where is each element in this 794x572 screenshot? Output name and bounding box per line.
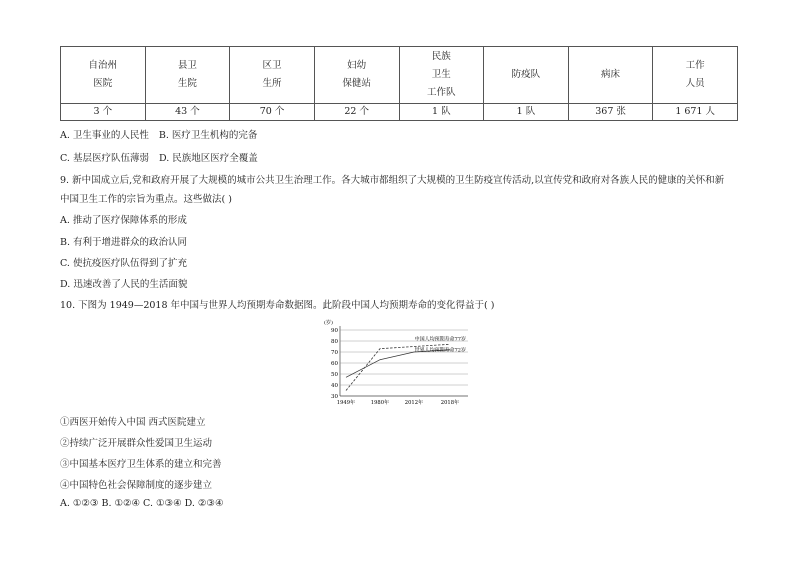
header-line: 保健站 bbox=[342, 78, 371, 89]
header-line: 卫生 bbox=[431, 69, 451, 80]
header-line: 自治州 bbox=[88, 60, 118, 71]
q8-options-row-2 bbox=[60, 150, 258, 164]
table-header-cell bbox=[484, 47, 569, 104]
table-header-cell bbox=[314, 47, 399, 104]
q8-option-a[interactable]: A. 卫生事业的人民性 bbox=[60, 130, 149, 141]
table-value-row bbox=[61, 104, 738, 121]
table-cell: 367 张 bbox=[568, 104, 653, 121]
x-tick-label: 2012年 bbox=[404, 400, 424, 406]
table-cell: 70 个 bbox=[230, 104, 315, 121]
y-tick-label: 30 bbox=[331, 394, 338, 400]
q8-option-b[interactable]: B. 医疗卫生机构的完备 bbox=[158, 130, 258, 141]
q10-answer-choices[interactable]: A. ①②③ B. ①②④ C. ①③④ D. ②③④ bbox=[60, 498, 224, 509]
life-expectancy-chart bbox=[322, 318, 472, 410]
header-line: 生院 bbox=[177, 78, 197, 89]
header-line: 病床 bbox=[601, 69, 621, 80]
header-line: 工作队 bbox=[427, 87, 456, 98]
y-tick-label: 70 bbox=[331, 350, 338, 356]
q8-option-d[interactable]: D. 民族地区医疗全覆盖 bbox=[158, 153, 258, 164]
header-line: 县卫 bbox=[177, 60, 197, 71]
x-tick-label: 2018年 bbox=[440, 400, 460, 406]
table-cell: 22 个 bbox=[314, 104, 399, 121]
x-tick-label: 1949年 bbox=[336, 400, 356, 406]
statistics-table bbox=[60, 46, 738, 121]
header-line: 人员 bbox=[685, 78, 705, 89]
header-line: 妇幼 bbox=[347, 60, 367, 71]
header-line: 防疫队 bbox=[511, 69, 541, 80]
y-tick-label: 90 bbox=[331, 328, 338, 334]
table-header-cell bbox=[230, 47, 315, 104]
q8-options-row-1 bbox=[60, 127, 257, 141]
q9-option-a[interactable]: A. 推动了医疗保障体系的形成 bbox=[60, 215, 187, 226]
y-axis-label: (岁) bbox=[324, 320, 333, 326]
header-line: 区卫 bbox=[262, 60, 282, 71]
q9-option-b[interactable]: B. 有利于增进群众的政治认同 bbox=[60, 237, 188, 248]
q9-stem-line-2: 中国卫生工作的宗旨为重点。这些做法( ) bbox=[60, 194, 232, 205]
q9-option-c[interactable]: C. 使抗疫医疗队伍得到了扩充 bbox=[60, 258, 187, 269]
q10-option-1[interactable]: ①西医开始传入中国 西式医院建立 bbox=[60, 417, 206, 428]
q10-option-4[interactable]: ④中国特色社会保障制度的逐步建立 bbox=[60, 480, 213, 491]
header-line: 医院 bbox=[93, 78, 113, 89]
series-line-1 bbox=[346, 350, 450, 378]
header-line: 工作 bbox=[685, 60, 705, 71]
header-line: 民族 bbox=[431, 51, 451, 62]
table-header-cell bbox=[653, 47, 738, 104]
y-tick-label: 80 bbox=[331, 339, 338, 345]
table-header-cell bbox=[145, 47, 230, 104]
q9-option-d[interactable]: D. 迅速改善了人民的生活面貌 bbox=[60, 279, 188, 290]
header-line: 生所 bbox=[262, 78, 282, 89]
y-tick-label: 40 bbox=[331, 383, 338, 389]
table-cell: 1 671 人 bbox=[653, 104, 738, 121]
table-cell: 1 队 bbox=[484, 104, 569, 121]
table-header-cell bbox=[399, 47, 484, 104]
q10-option-2[interactable]: ②持续广泛开展群众性爱国卫生运动 bbox=[60, 438, 213, 449]
table-header-cell bbox=[61, 47, 146, 104]
series-label: 中国人均预期寿命77岁 bbox=[414, 336, 466, 343]
q9-stem-line-1: 9. 新中国成立后,党和政府开展了大规模的城市公共卫生治理工作。各大城市都组织了大规模的卫生防疫宣传活动,以宣传党和政府对各族人民的健康的关怀和新 bbox=[60, 175, 725, 186]
y-tick-label: 50 bbox=[331, 372, 338, 378]
table-header-cell bbox=[568, 47, 653, 104]
q8-option-c[interactable]: C. 基层医疗队伍薄弱 bbox=[60, 153, 149, 164]
table-header-row bbox=[61, 47, 738, 104]
table-cell: 43 个 bbox=[145, 104, 230, 121]
x-tick-label: 1980年 bbox=[370, 400, 390, 406]
table-cell: 3 个 bbox=[61, 104, 146, 121]
q10-stem: 10. 下图为 1949—2018 年中国与世界人均预期寿命数据图。此阶段中国人均预期寿命的变化得益于( ) bbox=[60, 300, 495, 311]
q10-option-3[interactable]: ③中国基本医疗卫生体系的建立和完善 bbox=[60, 459, 222, 470]
series-label: 世界人均预期寿命72岁 bbox=[414, 347, 466, 354]
chart-text bbox=[324, 319, 466, 406]
table-cell: 1 队 bbox=[399, 104, 484, 121]
y-tick-label: 60 bbox=[331, 361, 338, 367]
